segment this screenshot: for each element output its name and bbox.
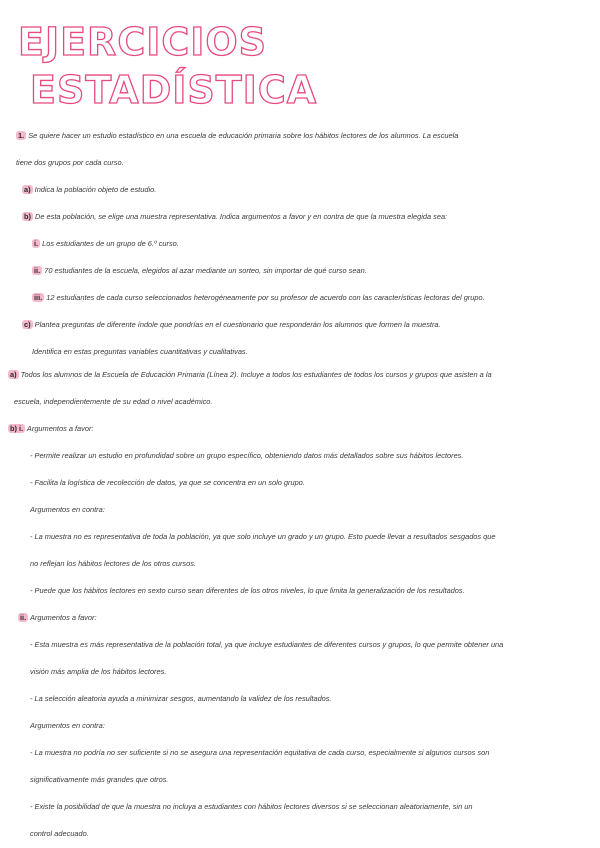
item-marker: a) (10, 370, 17, 379)
item-marker: i. (34, 239, 39, 248)
item-text: Argumentos a favor: (26, 424, 94, 433)
question-text: tiene dos grupos por cada curso. (16, 158, 124, 167)
option-i (32, 239, 179, 249)
answer-line (30, 640, 503, 650)
item-text: Indica la población objeto de estudio. (34, 185, 157, 194)
item-text: - La muestra no podría no ser suficiente si no se asegura una representación equitativa de cada curso, especialmente si algunos cursos son (30, 748, 490, 757)
item-text: - Esta muestra es más representativa de la población total, ya que incluye estudiantes de diferentes cursos y grupos, lo que permite obtener una (30, 640, 504, 649)
item-text: De esta población, se elige una muestra representativa. Indica argumentos a favor y en contra de que la muestra elegida sea: (35, 212, 448, 221)
item-text: - Existe la posibilidad de que la muestra no incluya a estudiantes con hábitos lectores diversos si se seleccionan aleatoriamente, sin un (30, 802, 473, 811)
option-iii (32, 293, 485, 303)
sub-question-c (22, 320, 441, 330)
answer-line (30, 694, 332, 704)
item-text: - Permite realizar un estudio en profundidad sobre un grupo específico, obteniendo datos más detallados sobre sus hábitos lectores. (30, 451, 464, 460)
answer-b-ii-heading (18, 613, 97, 623)
answer-subheading (30, 721, 105, 731)
item-text: visión más amplia de los hábitos lectores. (30, 667, 167, 676)
item-text: Todos los alumnos de la Escuela de Educación Primaria (Línea 2). Incluye a todos los estudiantes de todos los cursos y grupos que asisten a la (20, 370, 492, 379)
answer-line (30, 559, 196, 569)
item-text: no reflejan los hábitos lectores de los otros cursos. (30, 559, 196, 568)
item-text: Plantea preguntas de diferente índole que pondrías en el cuestionario que responderán los alumnos que formen la muestra. (34, 320, 441, 329)
item-text: control adecuado. (30, 829, 89, 838)
item-text: 70 estudiantes de la escuela, elegidos al azar mediante un sorteo, sin importar de qué curso sean. (44, 266, 367, 275)
item-marker: ii. (20, 613, 27, 622)
item-marker: c) (24, 320, 31, 329)
question-text: Se quiere hacer un estudio estadístico en una escuela de educación primaria sobre los hábitos lectores de los alumnos. La escuela (28, 131, 459, 140)
question-1-line-2 (16, 158, 124, 168)
answer-line (30, 748, 489, 758)
question-marker: 1. (18, 131, 25, 140)
item-text: - La muestra no es representativa de toda la población, ya que solo incluye un grado y un grupo. Esto puede llevar a resultados sesgados que (30, 532, 496, 541)
item-text: Argumentos en contra: (30, 721, 105, 730)
item-marker: b) (24, 212, 31, 221)
item-marker: iii. (34, 293, 43, 302)
item-text: Argumentos en contra: (30, 505, 105, 514)
item-text: Los estudiantes de un grupo de 6.º curso. (42, 239, 179, 248)
answer-line (30, 775, 168, 785)
title-line-2: ESTADÍSTICA (30, 68, 318, 112)
sub-question-b (22, 212, 447, 222)
sub-question-a (22, 185, 156, 195)
answer-a-line-2 (14, 397, 212, 407)
answer-line (30, 829, 89, 839)
answer-line (30, 532, 496, 542)
title-line-1: EJERCICIOS (18, 20, 268, 64)
item-marker: ii. (34, 266, 41, 275)
answer-line (30, 667, 166, 677)
item-text: escuela, independientemente de su edad o nivel académico. (14, 397, 213, 406)
option-ii (32, 266, 367, 276)
item-marker: a) (24, 185, 31, 194)
answer-line (30, 586, 465, 596)
item-text: 12 estudiantes de cada curso seleccionados heterogéneamente por su profesor de acuerdo con las características lectoras del grupo. (46, 293, 485, 302)
item-text: - La selección aleatoria ayuda a minimizar sesgos, aumentando la validez de los resultados. (30, 694, 332, 703)
item-text: significativamente más grandes que otros. (30, 775, 169, 784)
item-marker: b) i. (10, 424, 24, 433)
item-text: Argumentos a favor: (29, 613, 97, 622)
answer-line (30, 478, 305, 488)
answer-a (8, 370, 492, 380)
sub-question-c-line-2 (32, 347, 248, 357)
answer-b-i-heading (8, 424, 93, 434)
item-text: Identifica en estas preguntas variables cuantitativas y cualitativas. (32, 347, 248, 356)
item-text: - Facilita la logística de recolección de datos, ya que se concentra en un solo grupo. (30, 478, 305, 487)
answer-subheading (30, 505, 105, 515)
answer-line (30, 451, 463, 461)
question-1-line (16, 131, 458, 141)
item-text: - Puede que los hábitos lectores en sexto curso sean diferentes de los otros niveles, lo que limita la generalización de los resultados. (30, 586, 465, 595)
answer-line (30, 802, 472, 812)
